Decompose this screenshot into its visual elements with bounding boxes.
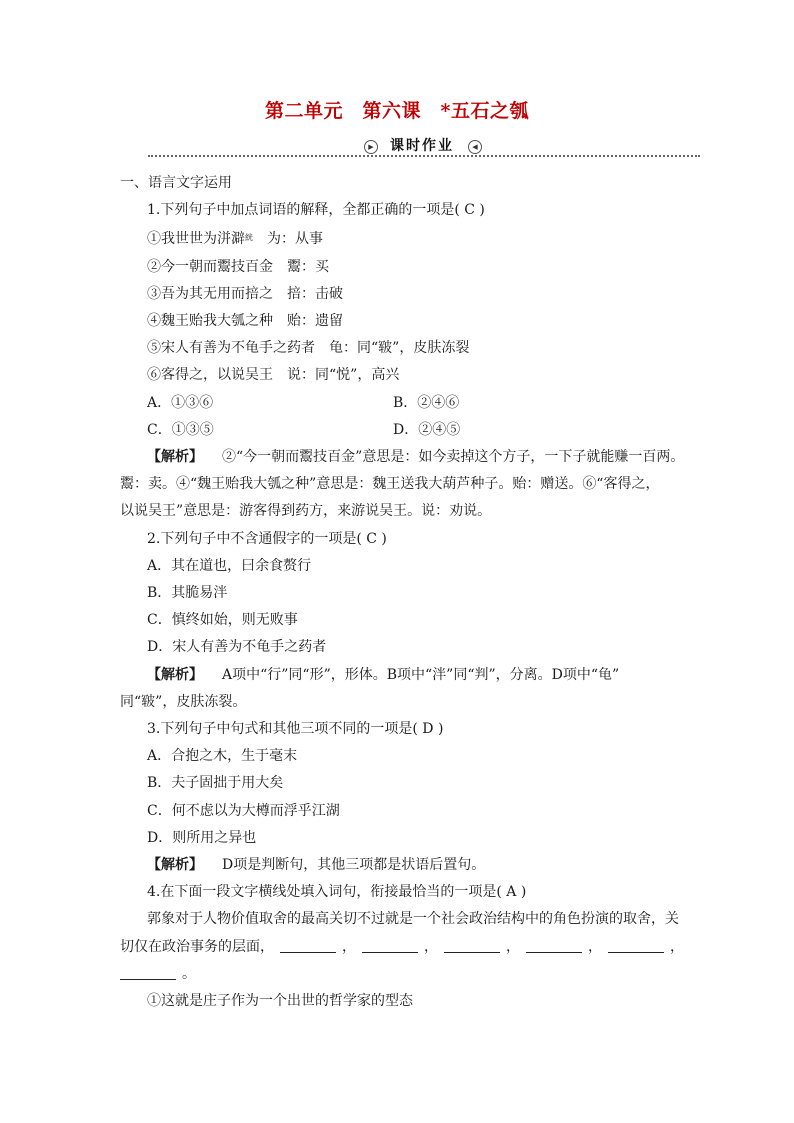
annotation-note: 絖 bbox=[245, 233, 253, 243]
question-4-passage-end bbox=[120, 961, 676, 988]
passage-text: 。 bbox=[182, 965, 196, 982]
analysis-label: 【解析】 bbox=[147, 666, 196, 683]
question-3-analysis bbox=[120, 852, 676, 879]
fill-blank bbox=[280, 938, 336, 953]
analysis-text: A项中“行”同“形”，形体。B项中“泮”同“判”，分离。D项中“龟” bbox=[208, 666, 620, 683]
analysis-text: ②“今一朝而鬻技百金”意思是：如今卖掉这个方子，一下子就能赚一百两。 bbox=[208, 449, 685, 466]
question-3-stem: 3.下列句子中句式和其他三项不同的一项是( D ) bbox=[147, 721, 444, 738]
banner-label: 课时作业 bbox=[390, 138, 454, 154]
question-2-analysis-cont: 同“皲”，皮肤冻裂。 bbox=[120, 693, 247, 710]
question-1-analysis-cont: 以说吴王”意思是：游客得到药方，来游说吴王。说：劝说。 bbox=[120, 503, 492, 520]
document-body bbox=[120, 170, 685, 1015]
page-title: 第二单元 第六课 *五石之瓠 bbox=[265, 100, 529, 122]
question-1-item: ③吾为其无用而掊之 掊：击破 bbox=[147, 285, 343, 302]
option-d: D．宋人有善为不龟手之药者 bbox=[147, 639, 327, 656]
option-b: B．夫子固拙于用大矣 bbox=[147, 775, 284, 792]
analysis-label: 【解析】 bbox=[147, 449, 196, 466]
banner-right-arrow-icon: ◀ bbox=[468, 140, 482, 154]
option-b: B．其脆易泮 bbox=[147, 585, 228, 602]
question-2-analysis bbox=[120, 662, 676, 689]
option-c: C．慎终如始，则无败事 bbox=[147, 612, 298, 629]
option-c: C．①③⑤ bbox=[147, 421, 214, 438]
question-1-options-row bbox=[120, 390, 676, 417]
question-4-stem: 4.在下面一段文字横线处填入词句，衔接最恰当的一项是( A ) bbox=[147, 884, 527, 901]
option-a: A．合抱之木，生于毫末 bbox=[147, 748, 298, 765]
dotted-divider bbox=[148, 155, 700, 157]
item-text: ①我世世为洴澼 bbox=[147, 231, 245, 248]
question-1-analysis bbox=[120, 444, 685, 471]
option-a: A．其在道也，曰余食赘行 bbox=[147, 557, 312, 574]
fill-blank bbox=[444, 938, 500, 953]
question-4-item: ①这就是庄子作为一个出世的哲学家的型态 bbox=[147, 993, 413, 1010]
question-1-item: ⑤宋人有善为不龟手之药者 龟：同“皲”，皮肤冻裂 bbox=[147, 340, 470, 357]
analysis-text: D项是判断句，其他三项都是状语后置句。 bbox=[208, 857, 486, 874]
option-d: D．则所用之异也 bbox=[147, 829, 257, 846]
banner-left-arrow-icon: ▶ bbox=[364, 140, 378, 154]
item-text: 为：从事 bbox=[253, 231, 323, 248]
question-1-item: ④魏王贻我大瓠之种 贻：遗留 bbox=[147, 313, 343, 330]
fill-blank bbox=[120, 965, 176, 980]
question-4-passage: 郭象对于人物价值取舍的最高关切不过就是一个社会政治结构中的角色扮演的取舍，关 bbox=[147, 911, 679, 928]
question-1-item: ⑥客得之，以说吴王 说：同“悦”，高兴 bbox=[147, 367, 400, 384]
question-1-item bbox=[120, 224, 676, 253]
question-2-stem: 2.下列句子中不含通假字的一项是( C ) bbox=[147, 530, 387, 547]
question-1-item: ②今一朝而鬻技百金 鬻：买 bbox=[147, 258, 329, 275]
question-1-stem: 1.下列句子中加点词语的解释，全都正确的一项是( C ) bbox=[147, 202, 485, 219]
question-1-options-row bbox=[120, 417, 676, 444]
section-heading: 一、语言文字运用 bbox=[120, 175, 232, 191]
section-banner bbox=[148, 138, 700, 160]
question-4-passage-cont: 切仅在政治事务的层面， ， ， ， ， ， bbox=[120, 938, 684, 955]
option-c: C．何不虑以为大樽而浮乎江湖 bbox=[147, 802, 340, 819]
fill-blank bbox=[608, 938, 664, 953]
option-d: D．②④⑤ bbox=[393, 421, 461, 438]
fill-blank bbox=[362, 938, 418, 953]
option-a: A．①③⑥ bbox=[147, 394, 214, 411]
option-b: B．②④⑥ bbox=[393, 394, 460, 411]
fill-blank bbox=[526, 938, 582, 953]
analysis-label: 【解析】 bbox=[147, 857, 196, 874]
passage-text: 切仅在政治事务的层面， bbox=[120, 938, 274, 955]
question-1-analysis-cont: 鬻：卖。④“魏王贻我大瓠之种”意思是：魏王送我大葫芦种子。贻：赠送。⑥“客得之， bbox=[120, 476, 660, 493]
